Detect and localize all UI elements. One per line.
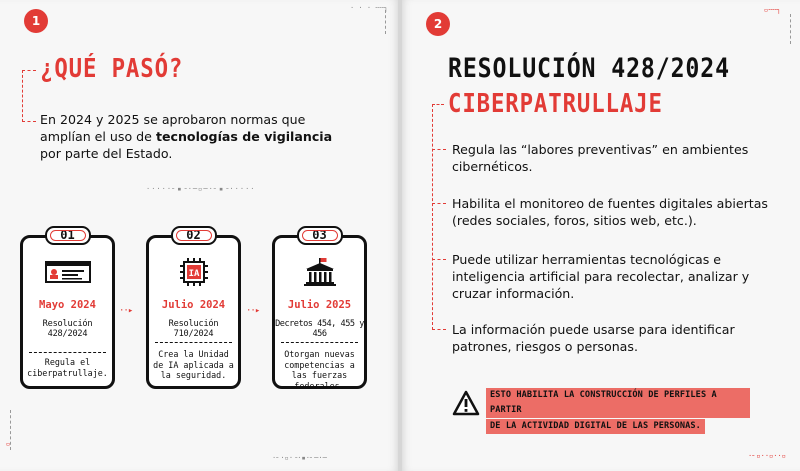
timeline-card-3	[272, 228, 367, 391]
section-number-badge: 1	[24, 9, 48, 33]
warning-callout	[486, 388, 750, 435]
bullet-connector	[432, 259, 446, 260]
card-number-tag: 02	[171, 226, 217, 245]
card-resolution: Decretos 454, 455 y 456	[275, 319, 364, 339]
bullet-connector	[432, 149, 446, 150]
subtitle-connector	[432, 104, 444, 105]
card-number-tag: 01	[45, 226, 91, 245]
bullet-item-3: Puede utilizar herramientas tecnológicas e inteligencia artificial para recolectar, analizar y cruzar información.	[452, 252, 750, 301]
timeline-card-2	[146, 228, 241, 389]
ai-chip-label: IA	[188, 269, 199, 279]
page-title: ¿QUÉ PASÓ?	[40, 54, 184, 84]
intro-text-end: por parte del Estado.	[40, 146, 173, 161]
title-connector	[22, 70, 36, 71]
bottom-decoration: ·╴·▫·╶·▪·╴─·─	[272, 454, 327, 462]
bullets-connector-vertical	[432, 104, 433, 330]
card-description: Regula el ciberpatrullaje.	[27, 357, 108, 378]
bullet-item-2: Habilita el monitoreo de fuentes digitales abiertas (redes sociales, foros, sitios web, etc.).	[452, 196, 768, 228]
intro-text	[40, 111, 340, 162]
card-date: Mayo 2024	[39, 299, 96, 311]
card-date: Julio 2025	[287, 299, 352, 311]
corner-decoration: ▫	[6, 440, 11, 448]
timeline-card-1	[20, 228, 115, 389]
card-date: Julio 2024	[161, 299, 226, 311]
title-connector-vertical	[22, 70, 23, 122]
intro-text-plain: En 2024 y 2025 se aprobaron normas que amplían el uso de	[40, 112, 306, 144]
bullet-item-4: La información puede usarse para identificar patrones, riesgos o personas.	[452, 322, 735, 354]
warning-triangle-icon	[452, 390, 480, 416]
card-resolution: Resolución 428/2024	[42, 319, 93, 339]
card-description: Otorgan nuevas competencias a las fuerzas federales.	[284, 349, 355, 391]
card-description: Crea la Unidad de IA aplicada a la seguridad.	[153, 349, 234, 380]
card-divider	[281, 342, 358, 343]
card-divider	[155, 342, 232, 343]
corner-decoration-line	[385, 10, 386, 34]
bullet-connector	[432, 329, 446, 330]
intro-text-bold: tecnologías de vigilancia	[155, 129, 333, 144]
corner-decoration: ▫╌╌┐	[764, 6, 781, 14]
warning-text-line-2: DE LA ACTIVIDAD DIGITAL DE LAS PERSONAS.	[486, 419, 705, 434]
id-card-icon	[23, 258, 112, 286]
card-divider	[29, 352, 106, 353]
resolution-subtitle: CIBERPATRULLAJE	[448, 89, 663, 119]
card-resolution: Resolución 710/2024	[168, 319, 219, 339]
bullet-connector	[432, 203, 446, 204]
card-number-tag: 03	[297, 226, 343, 245]
resolution-title: RESOLUCIÓN 428/2024	[448, 53, 730, 84]
corner-decoration: · · · ╌╌┐	[350, 4, 388, 12]
government-building-icon	[275, 258, 364, 286]
corner-decoration-line	[790, 14, 791, 44]
left-page	[0, 0, 398, 471]
ai-chip-icon	[149, 258, 238, 286]
bullet-item-1: Regula las “labores preventivas” en ambientes cibernéticos.	[452, 142, 749, 174]
bottom-decoration: ·╴▫··▫··▫	[748, 452, 786, 460]
timeline-arrow: ··▸	[246, 306, 260, 316]
section-number-badge: 2	[426, 12, 450, 36]
warning-text-line-1: ESTO HABILITA LA CONSTRUCCIÓN DE PERFILES A PARTIR	[486, 388, 750, 418]
section-divider: ·····╴▪╶·─▫─·╴▪╶·····	[146, 185, 256, 193]
intro-connector	[22, 121, 36, 122]
timeline-arrow: ··▸	[119, 306, 133, 316]
